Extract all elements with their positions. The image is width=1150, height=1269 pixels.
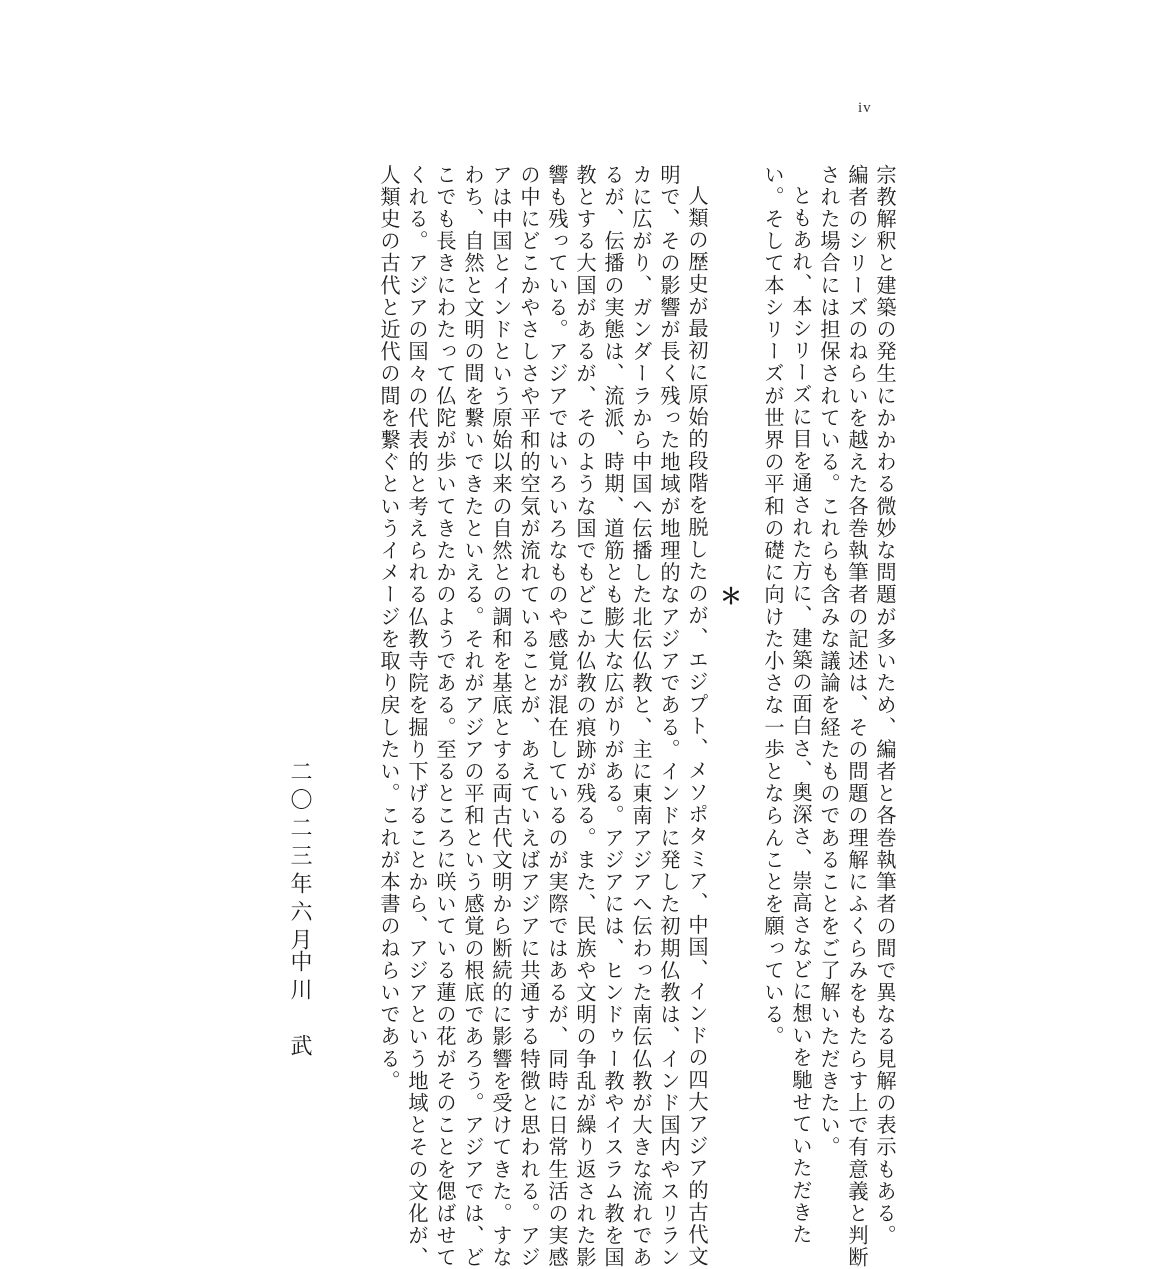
text-column: アは中国とインドという原始以来の自然との調和を基底とする両古代文明から断続的に影響を受けてきた。すな [489,164,513,1269]
text-column: カに広がり、ガンダーラから中国へ伝播した北伝仏教と、主に東南アジアへ伝わった南伝仏教が大きな流れであ [629,164,653,1269]
text-column: ともあれ、本シリーズに目を通された方に、建築の面白さ、奥深さ、崇高さなどに想いを馳せていただきた [789,185,813,1246]
text-column: こでも長きにわたって仏陀が歩いてきたかのようである。至るところに咲いている蓮の花がそのことを偲ばせて [433,164,457,1269]
text-column: の中にどこかやさしさや平和的空気が流れていることが、あえていえばアジアに共通する特徴と思われる。アジ [517,164,541,1269]
closing-date: 二〇二三年六月 [287,760,312,956]
text-column: 響も残っている。アジアではいろいろなものや感覚が混在しているのが実際ではあるが、同時に日常生活の実感 [545,164,569,1269]
closing-author: 中川 武 [287,950,312,1062]
page-number: iv [858,100,872,116]
text-column: るが、伝播の実態は、流派、時期、道筋とも膨大な広がりがある。アジアには、ヒンドゥー教やイスラム教を国 [601,164,625,1269]
text-column: い。そして本シリーズが世界の平和の礎に向けた小さな一歩とならんことを願っている。 [761,164,785,1048]
text-column: わち、自然と文明の間を繋いできたといえる。それがアジアの平和という感覚の根底であろう。アジアでは、ど [461,164,485,1269]
text-column: 宗教解釈と建築の発生にかかわる微妙な問題が多いため、編者と各巻執筆者の間で異なる見解の表示もある。 [873,164,897,1247]
text-column: 明で、その影響が長く残った地域が地理的なアジアである。インドに発した初期仏教は、インド国内やスリラン [657,164,681,1269]
text-column: くれる。アジアの国々の代表的と考えられる仏教寺院を掘り下げることから、アジアという地域とその文化が、 [405,164,429,1269]
text-column: 人類の歴史が最初に原始的段階を脱したのが、エジプト、メソポタミア、中国、インドの四大アジア的古代文 [685,185,709,1268]
text-column: 教とする大国があるが、そのような国でもどこか仏教の痕跡が残る。また、民族や文明の争乱が繰り返された影 [573,164,597,1269]
section-separator-asterisk: ＊ [720,584,743,610]
text-column: 人類史の古代と近代の間を繋ぐというイメージを取り戻したい。これが本書のねらいである。 [377,164,401,1093]
text-column: 編者のシリーズのねらいを越えた各巻執筆者の記述は、その問題の理解にふくらみをもたらす上で有意義と判断 [845,164,869,1269]
text-column: された場合には担保されている。これらも含みな議論を経たものであることをご了解いただきたい。 [817,164,841,1159]
